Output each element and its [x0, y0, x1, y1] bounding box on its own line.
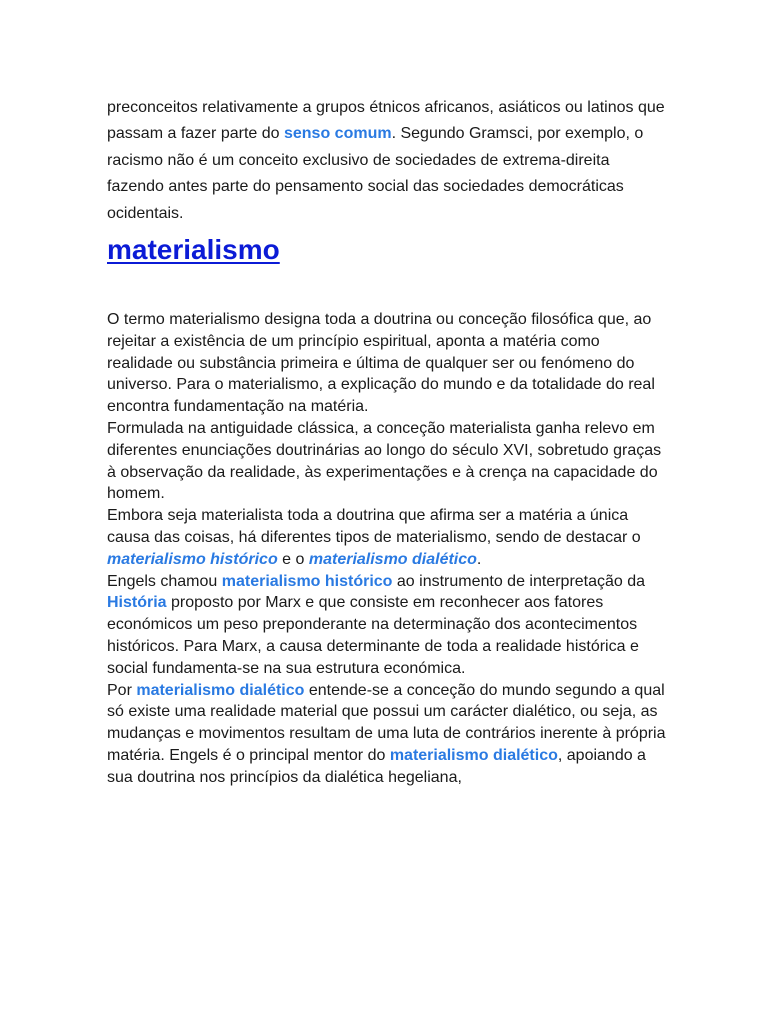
- text-part: ao instrumento de interpretação da: [392, 572, 646, 590]
- text-part: , apoiando a sua doutrina nos princípios da dialética hegeliana,: [107, 746, 646, 786]
- link-materialismo-dialetico[interactable]: materialismo dialético: [389, 746, 558, 764]
- text-part: Embora seja materialista toda a doutrina que afirma ser a matéria a única causa das coisas, há diferentes tipos de materialismo, sendo de destacar o: [107, 507, 641, 546]
- paragraph-definition: O termo materialismo designa toda a doutrina ou conceção filosófica que, ao rejeitar a existência de um princípio espiritual, aponta a matéria como realidade ou substância primeira e última de qualquer ser ou fenómeno do universo. Para o materialismo, a explicação do mundo e da totalidade do real encontra fundamentação na matéria.: [107, 311, 655, 416]
- paragraph-types: [107, 505, 667, 570]
- text-part: Por: [107, 681, 137, 699]
- paragraph-origin: Formulada na antiguidade clássica, a conceção materialista ganha relevo em diferentes enunciações doutrinárias ao longo do século XVI, sobretudo graças à observação da realidade, às experimentações e à crença na capacidade do homem.: [107, 419, 662, 503]
- text-part: .: [476, 550, 482, 568]
- link-materialismo-dialetico[interactable]: materialismo dialético: [308, 550, 477, 568]
- text-part: entende-se a conceção do mundo segundo a qual só existe uma realidade material que possui um carácter dialético, ou seja, as mudanças e movimentos resultam de uma luta de contrários inerente à própria matéria. Engels é o principal mentor do: [107, 681, 666, 764]
- text-part: e o: [277, 550, 309, 568]
- link-historia[interactable]: História: [107, 594, 167, 612]
- paragraph-historical-materialism: [107, 571, 667, 680]
- paragraph-dialectical-materialism: [107, 680, 667, 789]
- link-senso-comum[interactable]: senso comum: [283, 125, 392, 143]
- section-heading-materialismo[interactable]: materialismo: [107, 234, 280, 265]
- link-materialismo-historico[interactable]: materialismo histórico: [221, 572, 393, 590]
- text-part: Engels chamou: [107, 572, 222, 590]
- article-body: [107, 309, 667, 789]
- text-part: proposto por Marx e que consiste em reconhecer aos fatores económicos um peso preponderante na determinação dos acontecimentos históricos. Para Marx, a causa determinante de toda a realidade histórica e social fundamenta-se na sua estrutura económica.: [107, 594, 639, 677]
- intro-text-part: . Segundo Gramsci, por exemplo, o racismo não é um conceito exclusivo de sociedades de extrema-direita fazendo antes parte do pensamento social das sociedades democráticas ocidentais.: [107, 125, 644, 222]
- link-materialismo-dialetico[interactable]: materialismo dialético: [136, 681, 305, 699]
- intro-paragraph: [107, 95, 667, 227]
- intro-text: [107, 95, 667, 227]
- link-materialismo-historico[interactable]: materialismo histórico: [107, 550, 278, 568]
- intro-text-part: preconceitos relativamente a grupos étnicos africanos, asiáticos ou latinos que passam a fazer parte do: [107, 99, 665, 143]
